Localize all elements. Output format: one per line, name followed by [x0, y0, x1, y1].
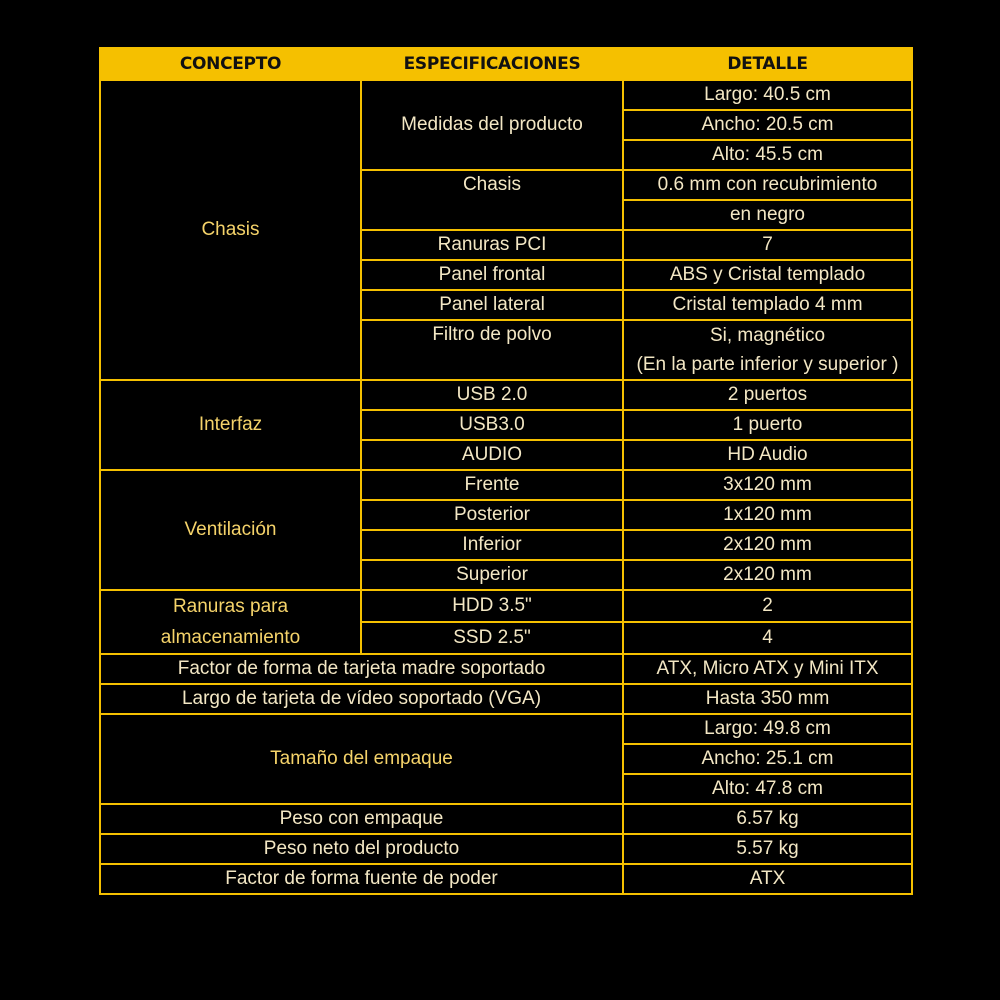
detail-fuente: ATX	[623, 864, 912, 894]
detail-posterior: 1x120 mm	[623, 500, 912, 530]
spec-ranuras-pci: Ranuras PCI	[361, 230, 623, 260]
detail-empaque-largo: Largo: 49.8 cm	[623, 714, 912, 744]
header-detalle: DETALLE	[623, 48, 912, 80]
concept-almacenamiento	[100, 590, 361, 654]
table-row	[100, 654, 912, 684]
spec-hdd: HDD 3.5"	[361, 590, 623, 622]
concept-ventilacion: Ventilación	[100, 470, 361, 590]
detail-largo: Largo: 40.5 cm	[623, 80, 912, 110]
detail-empaque-ancho: Ancho: 25.1 cm	[623, 744, 912, 774]
header-especificaciones: ESPECIFICACIONES	[361, 48, 623, 80]
spec-ssd: SSD 2.5"	[361, 622, 623, 654]
spec-panel-lateral: Panel lateral	[361, 290, 623, 320]
table-row	[100, 864, 912, 894]
spec-superior: Superior	[361, 560, 623, 590]
spec-factor-forma-tarjeta: Factor de forma de tarjeta madre soportado	[100, 654, 623, 684]
detail-audio: HD Audio	[623, 440, 912, 470]
detail-chasis-line2: en negro	[623, 200, 912, 230]
detail-largo-vga: Hasta 350 mm	[623, 684, 912, 714]
header-row	[100, 48, 912, 80]
concept-interfaz: Interfaz	[100, 380, 361, 470]
header-concepto: CONCEPTO	[100, 48, 361, 80]
spec-inferior: Inferior	[361, 530, 623, 560]
spec-posterior: Posterior	[361, 500, 623, 530]
detail-factor-forma-tarjeta: ATX, Micro ATX y Mini ITX	[623, 654, 912, 684]
concept-almacenamiento-line2: almacenamiento	[160, 627, 301, 648]
detail-superior: 2x120 mm	[623, 560, 912, 590]
table-row	[100, 470, 912, 500]
spec-filtro: Filtro de polvo	[361, 320, 623, 380]
table-row	[100, 590, 912, 622]
table-row	[100, 834, 912, 864]
detail-filtro-line2: (En la parte inferior y superior )	[623, 351, 912, 380]
spec-empaque: Tamaño del empaque	[100, 714, 623, 804]
spec-usb2: USB 2.0	[361, 380, 623, 410]
detail-peso-neto: 5.57 kg	[623, 834, 912, 864]
spec-peso-empaque: Peso con empaque	[100, 804, 623, 834]
table-row	[100, 684, 912, 714]
detail-usb3: 1 puerto	[623, 410, 912, 440]
spec-panel-frontal: Panel frontal	[361, 260, 623, 290]
spec-table	[99, 47, 913, 895]
detail-usb2: 2 puertos	[623, 380, 912, 410]
table-row	[100, 80, 912, 110]
spec-audio: AUDIO	[361, 440, 623, 470]
concept-chasis: Chasis	[100, 80, 361, 380]
detail-ancho: Ancho: 20.5 cm	[623, 110, 912, 140]
detail-hdd: 2	[623, 590, 912, 622]
spec-chasis: Chasis	[361, 170, 623, 230]
spec-fuente: Factor de forma fuente de poder	[100, 864, 623, 894]
spec-usb3: USB3.0	[361, 410, 623, 440]
detail-frente: 3x120 mm	[623, 470, 912, 500]
detail-panel-lateral: Cristal templado 4 mm	[623, 290, 912, 320]
spec-frente: Frente	[361, 470, 623, 500]
detail-ssd: 4	[623, 622, 912, 654]
detail-peso-empaque: 6.57 kg	[623, 804, 912, 834]
detail-inferior: 2x120 mm	[623, 530, 912, 560]
concept-almacenamiento-line1: Ranuras para	[172, 596, 289, 617]
detail-empaque-alto: Alto: 47.8 cm	[623, 774, 912, 804]
detail-ranuras-pci: 7	[623, 230, 912, 260]
detail-panel-frontal: ABS y Cristal templado	[623, 260, 912, 290]
spec-largo-vga: Largo de tarjeta de vídeo soportado (VGA)	[100, 684, 623, 714]
spec-medidas: Medidas del producto	[361, 80, 623, 170]
table-row	[100, 714, 912, 744]
detail-chasis-line1: 0.6 mm con recubrimiento	[623, 170, 912, 200]
detail-alto: Alto: 45.5 cm	[623, 140, 912, 170]
spec-peso-neto: Peso neto del producto	[100, 834, 623, 864]
table-row	[100, 804, 912, 834]
detail-filtro-line1: Si, magnético	[623, 320, 912, 351]
table-row	[100, 380, 912, 410]
